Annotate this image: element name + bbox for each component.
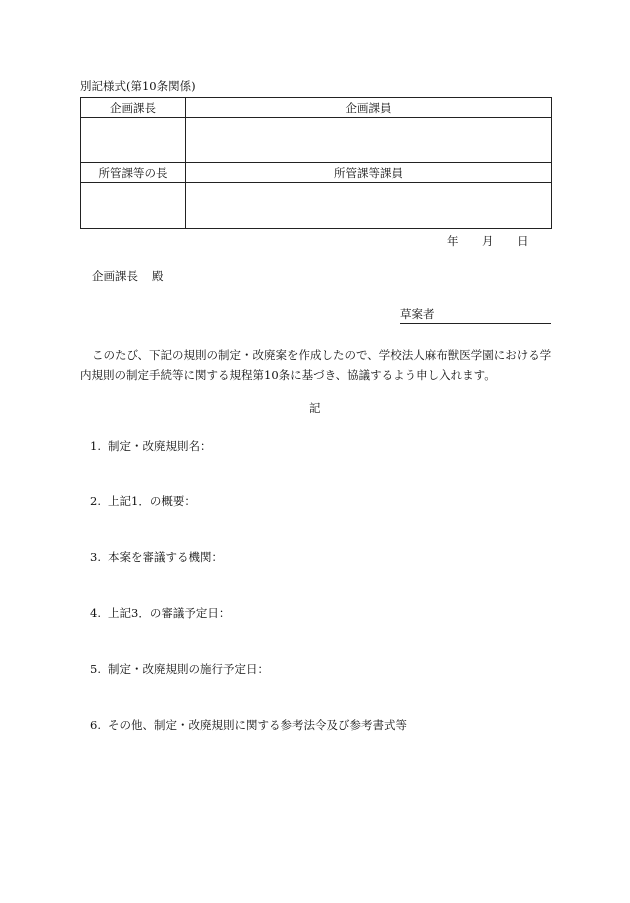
item-number: 6. [90,718,101,732]
list-item-3 [90,551,223,565]
department-staff-stamp-cell[interactable] [186,183,552,229]
department-staff-header: 所管課等課員 [186,163,552,183]
item-number: 5. [90,662,101,676]
list-item-5 [90,663,269,677]
item-number: 2. [90,494,101,508]
item-text: 上記3．の審議予定日： [108,606,231,620]
ki-heading: 記 [309,401,321,415]
approval-header-row [81,98,552,118]
department-head-stamp-cell[interactable] [81,183,186,229]
planning-staff-header: 企画課員 [186,98,552,118]
item-number: 3. [90,550,101,564]
item-text: その他、制定・改廃規則に関する参考法令及び参考書式等 [108,718,407,732]
form-caption: 別記様式(第10条関係) [80,79,196,93]
approval-stamp-row [81,118,552,163]
approval-header-row-2 [81,163,552,183]
drafter-label: 草案者 [400,307,435,321]
planning-staff-stamp-cell[interactable] [186,118,552,163]
addressee [92,270,164,284]
list-item-4 [90,607,230,621]
date-day-label: 日 [517,234,529,248]
date-year-label: 年 [447,234,459,248]
date-month-label: 月 [482,234,494,248]
planning-chief-stamp-cell[interactable] [81,118,186,163]
list-item-2 [90,495,196,509]
planning-chief-header: 企画課長 [81,98,186,118]
approval-table [80,97,552,229]
item-text: 本案を審議する機関： [108,550,223,564]
approval-stamp-row-2 [81,183,552,229]
item-text: 上記1．の概要： [108,494,196,508]
drafter-field[interactable] [400,308,551,324]
item-text: 制定・改廃規則の施行予定日： [108,662,269,676]
addressee-honorific: 殿 [152,269,164,283]
item-number: 4. [90,606,101,620]
list-item-6 [90,719,407,733]
body-paragraph: このたび、下記の規則の制定・改廃案を作成したので、学校法人麻布獣医学園における学内規則の制定手続等に関する規程第10条に基づき、協議するよう申し入れます。 [80,348,552,382]
department-head-header: 所管課等の長 [81,163,186,183]
item-text: 制定・改廃規則名： [108,439,212,453]
item-number: 1. [90,439,101,453]
addressee-name: 企画課長 [92,269,138,283]
list-item-1 [90,440,212,454]
